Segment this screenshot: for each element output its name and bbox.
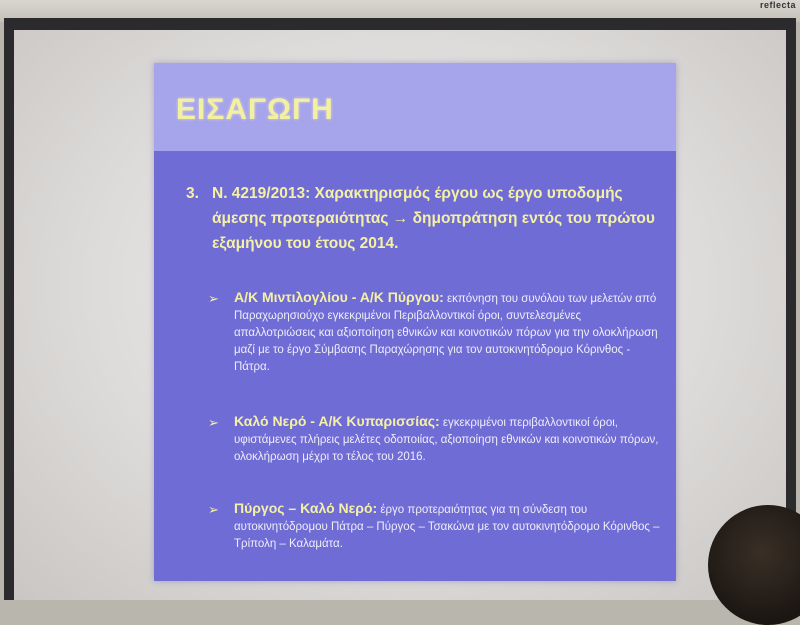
slide-title: ΕΙΣΑΓΩΓΗ xyxy=(176,93,334,126)
bullet-text: έργο προτεραιότητας για τη σύνδεση του αυτοκινητόδρομου Πάτρα – Πύργος – Τσακώνα με τον αυτοκινητόδρομο Κόρινθος – Τρίπολη – Καλαμάτα. xyxy=(234,504,660,550)
slide xyxy=(154,63,676,581)
bullet-text: εκπόνηση του συνόλου των μελετών από Παραχωρησιούχο εγκεκριμένοι Περιβαλλοντικοί όροι, συντελεσμένες απαλλοτριώσεις και αξιοποίηση εθνικών και κοινοτικών πόρων για την ολοκλήρωση μαζί με το έργο Σύμβασης Παραχώρησης για τον αυτοκινητόδρομο Κόρινθος - Πάτρα. xyxy=(234,293,658,373)
point-text: Ν. 4219/2013: Χαρακτηρισμός έργου ως έργο υποδομής άμεσης προτεραιότητας → δημοπράτηση εντός του πρώτου εξαμήνου του έτους 2014. xyxy=(212,185,655,252)
bullet-heading: Α/Κ Μιντιλογλίου - Α/Κ Πύργου: xyxy=(234,289,444,305)
projector-brand: reflecta xyxy=(759,0,796,10)
bullet-body xyxy=(208,500,660,553)
title-band xyxy=(154,63,676,151)
bullet-body xyxy=(208,413,660,466)
bullet-item xyxy=(208,500,660,553)
bullet-body xyxy=(208,289,660,376)
bullet-heading: Πύργος – Καλό Νερό: xyxy=(234,500,378,516)
bullet-item xyxy=(208,289,660,376)
bullet-text: εγκεκριμένοι περιβαλλοντικοί όροι, υφιστάμενες πλήρεις μελέτες οδοποιίας, αξιοποίηση εθνικών και κοινοτικών πόρων, ολοκλήρωση μέχρι το τέλος του 2016. xyxy=(234,417,659,463)
arrow-bullet-icon: ➢ xyxy=(208,502,219,517)
numbered-point xyxy=(186,181,656,256)
arrow-bullet-icon: ➢ xyxy=(208,291,219,306)
point-number: 3. xyxy=(186,185,199,202)
arrow-bullet-icon: ➢ xyxy=(208,415,219,430)
projection-screen xyxy=(14,30,786,600)
bullet-item xyxy=(208,413,660,466)
bullet-heading: Καλό Νερό - Α/Κ Κυπαρισσίας: xyxy=(234,413,440,429)
